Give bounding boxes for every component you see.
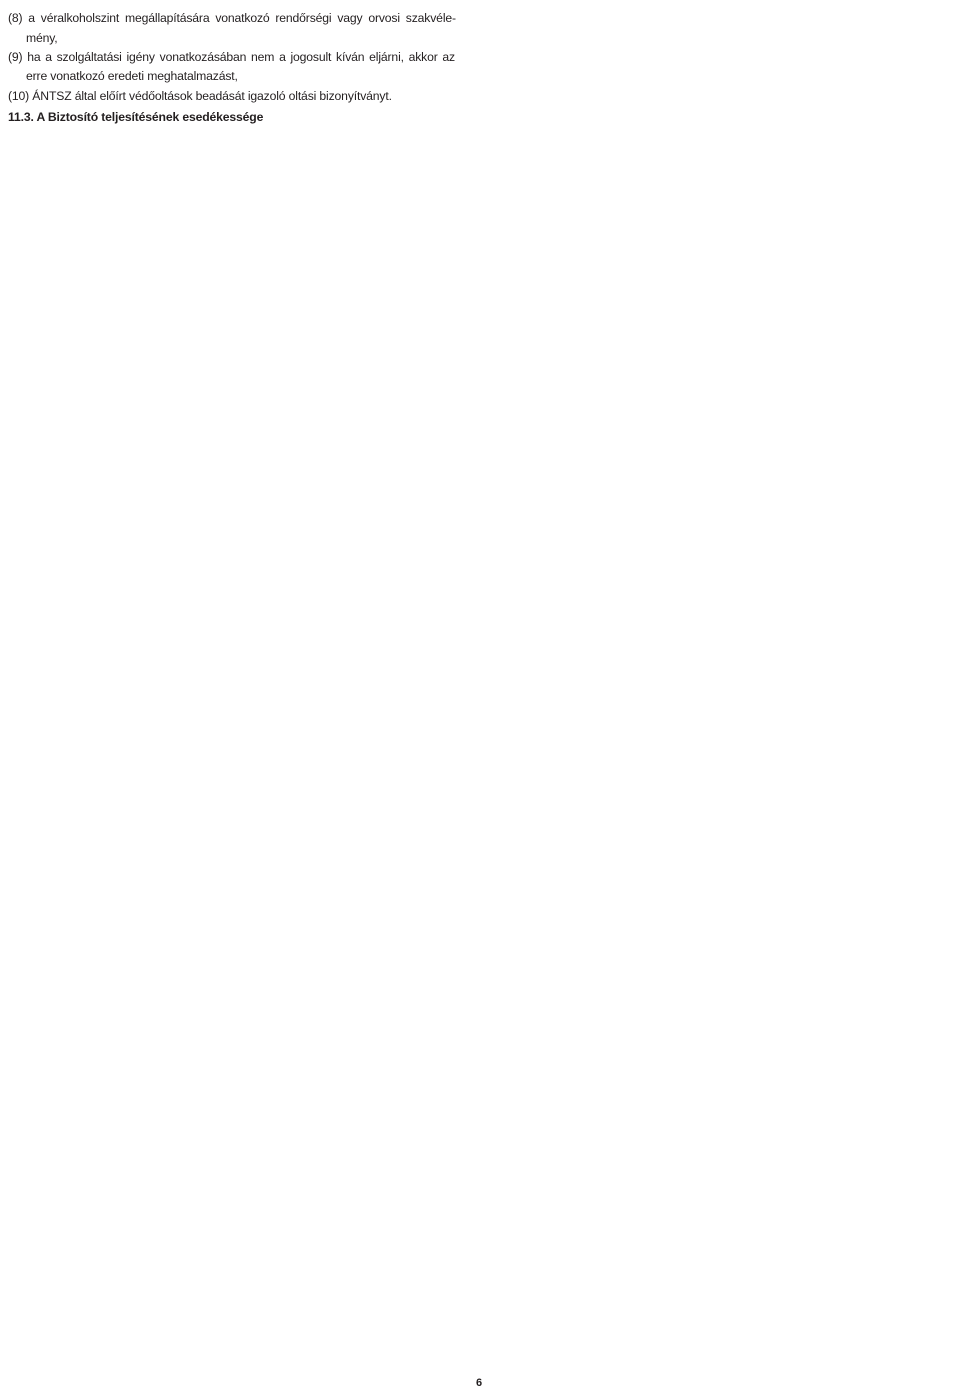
text-line: erre vonatkozó eredeti meghatalmazást, bbox=[26, 69, 238, 84]
page-number: 6 bbox=[476, 1377, 483, 1389]
text-line: (10) ÁNTSZ által előírt védőoltások beadását igazoló oltási bizonyítványt. bbox=[8, 88, 392, 103]
text-line: (9) ha a szolgáltatási igény vonatkozásában nem a jogosult kíván eljárni, akkor az bbox=[8, 50, 455, 65]
text-line: 11.3. A Biztosító teljesítésének esedékessége bbox=[8, 109, 264, 124]
text-line: (8) a véralkoholszint megállapítására vonatkozó rendőrségi vagy orvosi szakvéle- bbox=[8, 10, 456, 25]
text-line: mény, bbox=[26, 30, 58, 45]
